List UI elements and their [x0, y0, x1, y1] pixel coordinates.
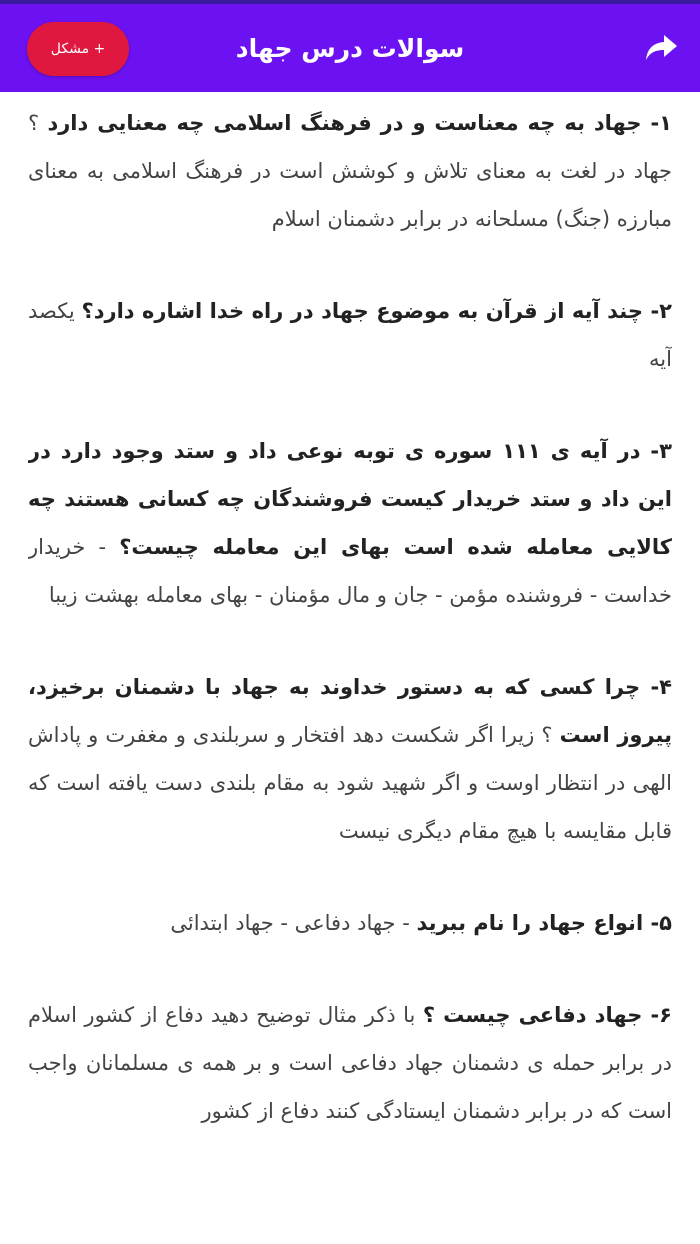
qa-item-2 [28, 287, 672, 383]
share-button[interactable] [644, 30, 680, 66]
question-text: ۲- چند آیه از قرآن به موضوع جهاد در راه خدا اشاره دارد؟ [81, 299, 672, 323]
page-title: سوالات درس جهاد [235, 33, 465, 63]
answer-text: ؟ جهاد در لغت به معنای تلاش و کوشش است در فرهنگ اسلامی به معنای مبارزه (جنگ) مسلحانه در برابر دشمنان اسلام [28, 111, 672, 231]
answer-text: - خریدار خداست - فروشنده مؤمن - جان و مال مؤمنان - بهای معامله بهشت زیبا [28, 535, 672, 607]
answer-text: با ذکر مثال توضیح دهید دفاع از کشور اسلام در برابر حمله ی دشمنان جهاد دفاعی است و بر همه ی مسلمانان واجب است که در برابر دشمنان ایستادگی کنند دفاع از کشور [28, 1003, 672, 1123]
answer-text: ؟ زیرا اگر شکست دهد افتخار و سربلندی و مغفرت و پاداش الهی در انتظار اوست و اگر شهید شود به مقام بلندی دست یافته است که قابل مقایسه با هیچ مقام دیگری نیست [28, 723, 672, 843]
question-text: ۶- جهاد دفاعی چیست ؟ [422, 1003, 672, 1027]
share-forward-icon [644, 31, 680, 65]
qa-item-3 [28, 427, 672, 619]
lesson-content [28, 92, 672, 1244]
answer-text: یکصد آیه [28, 299, 672, 371]
qa-item-5 [28, 899, 672, 947]
app-header [0, 4, 700, 92]
qa-item-6 [28, 991, 672, 1135]
qa-item-1 [28, 99, 672, 243]
answer-text: - جهاد دفاعی - جهاد ابتدائی [170, 911, 417, 935]
question-text: ۳- در آیه ی ۱۱۱ سوره ی توبه نوعی داد و ستد وجود دارد در این داد و ستد خریدار کیست فروشندگان چه کسانی هستند چه کالایی معامله شده است بهای این معامله چیست؟ [28, 439, 672, 559]
qa-item-4 [28, 663, 672, 855]
report-problem-button[interactable]: + مشکل [27, 22, 129, 76]
question-text: ۱- جهاد به چه معناست و در فرهنگ اسلامی چه معنایی دارد [47, 111, 672, 135]
question-text: ۴- چرا کسی که به دستور خداوند به جهاد با دشمنان برخیزد، پیروز است [28, 675, 672, 747]
question-text: ۵- انواع جهاد را نام ببرید [416, 911, 672, 935]
